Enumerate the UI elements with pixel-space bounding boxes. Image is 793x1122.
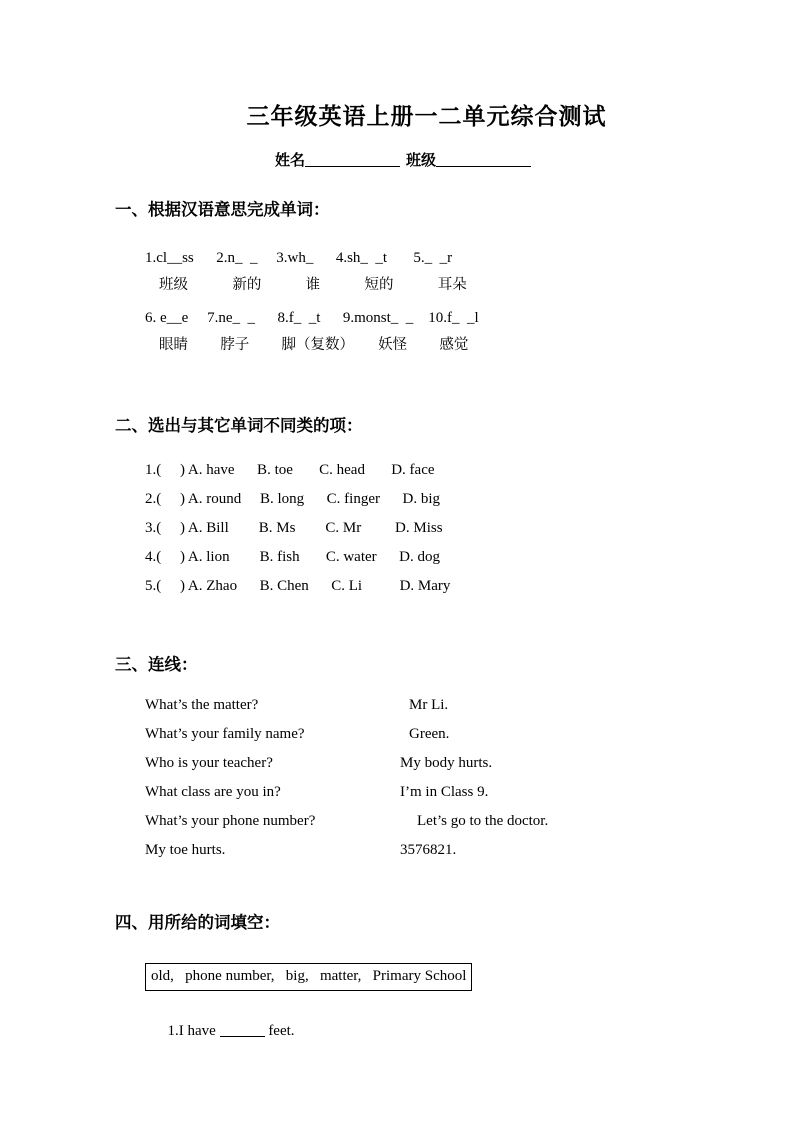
word-bank: old, phone number, big, matter, Primary School — [145, 963, 472, 991]
match-row — [145, 842, 708, 859]
section-heading-2: 二、选出与其它单词不同类的项： — [115, 416, 363, 435]
class-label: 班级 — [406, 152, 437, 169]
question-row[interactable]: 2.( ) A. round B. long C. finger D. big — [145, 490, 440, 507]
match-right[interactable]: Let’s go to the doctor. — [417, 812, 549, 829]
question-row[interactable]: 3.( ) A. Bill B. Ms C. Mr D. Miss — [145, 519, 443, 536]
section-2-body — [85, 462, 708, 595]
section-4-body — [85, 963, 708, 1057]
section-3-body — [85, 697, 708, 859]
word-meanings-row: 眼睛 脖子 脚（复数） 妖怪 感觉 — [159, 336, 469, 353]
section-heading-3: 三、连线： — [115, 655, 198, 674]
fill-suffix: feet. — [264, 1022, 295, 1039]
match-left[interactable]: Who is your teacher? — [145, 754, 273, 771]
name-label: 姓名 — [275, 152, 306, 169]
match-left[interactable]: What class are you in? — [145, 783, 281, 800]
page-title: 三年级英语上册一二单元综合测试 — [246, 103, 607, 129]
student-info-line — [85, 149, 708, 170]
match-right[interactable]: I’m in Class 9. — [400, 783, 489, 800]
match-left[interactable]: My toe hurts. — [145, 841, 226, 858]
match-left[interactable]: What’s your family name? — [145, 725, 305, 742]
match-left[interactable]: What’s the matter? — [145, 696, 259, 713]
match-right[interactable]: 3576821. — [400, 841, 457, 858]
match-row — [145, 697, 708, 714]
word-meanings-row: 班级 新的 谁 短的 耳朵 — [159, 276, 467, 293]
section-heading-1: 一、根据汉语意思完成单词： — [115, 201, 330, 219]
fill-prefix: 1.I have — [167, 1022, 220, 1039]
match-row — [145, 755, 708, 772]
word-items-row: 6. e__e 7.ne_ _ 8.f_ _t 9.monst_ _ 10.f_ _l — [145, 310, 479, 327]
match-right[interactable]: Green. — [409, 725, 450, 742]
question-row[interactable]: 5.( ) A. Zhao B. Chen C. Li D. Mary — [145, 577, 451, 594]
section-1-body — [85, 250, 708, 354]
fill-blank[interactable] — [220, 1022, 265, 1037]
fill-in-row — [145, 1005, 708, 1057]
match-left[interactable]: What’s your phone number? — [145, 812, 316, 829]
match-row — [145, 784, 708, 801]
question-row[interactable]: 1.( ) A. have B. toe C. head D. face — [145, 461, 435, 478]
match-right[interactable]: Mr Li. — [409, 696, 449, 713]
match-row — [145, 726, 708, 743]
name-blank[interactable] — [305, 151, 400, 167]
class-blank[interactable] — [436, 151, 531, 167]
word-items-row: 1.cl__ss 2.n_ _ 3.wh_ 4.sh_ _t 5._ _r — [145, 250, 453, 266]
section-heading-4: 四、用所给的词填空： — [115, 913, 280, 932]
match-row — [145, 813, 708, 830]
question-row[interactable]: 4.( ) A. lion B. fish C. water D. dog — [145, 548, 440, 565]
match-right[interactable]: My body hurts. — [400, 754, 493, 771]
